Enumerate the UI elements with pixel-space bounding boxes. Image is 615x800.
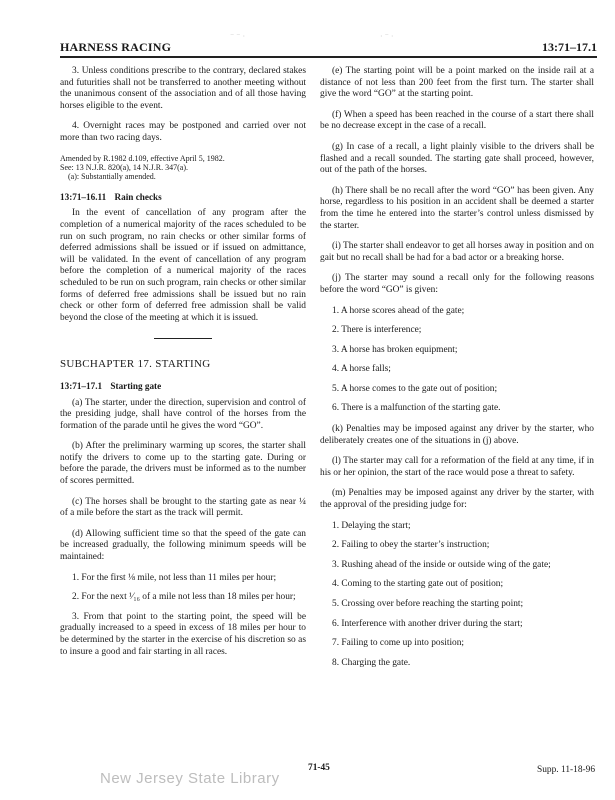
list-item: 6. Interference with another driver during the start; <box>332 618 523 629</box>
paragraph: (a) The starter, under the direction, supervision and control of the presiding judge, shall have control of the horses from the formation of the parade until he gives the word “GO”. <box>60 397 306 431</box>
left-column <box>60 66 306 667</box>
paragraph: (g) In case of a recall, a light plainly visible to the drivers shall be flashed and a recall sounded. The starting gate shall proceed, however, out of the path of the horses. <box>320 141 594 176</box>
list-item: 5. A horse comes to the gate out of position; <box>332 383 498 394</box>
speed-list <box>60 573 306 659</box>
list-item: 2. There is interference; <box>332 325 422 336</box>
amendment-line: See: 13 N.J.R. 820(a), 14 N.J.R. 347(a). <box>60 162 188 172</box>
paragraph: (j) The starter may sound a recall only for the following reasons before the word “GO” is given: <box>320 273 594 295</box>
header-section-number: 13:71–17.1 <box>542 40 597 54</box>
paragraph: 4. Overnight races may be postponed and carried over not more than two racing days. <box>60 121 306 143</box>
running-header <box>60 40 597 56</box>
list-item: 3. A horse has broken equipment; <box>332 344 458 355</box>
paragraph: (f) When a speed has been reached in the course of a start there shall be no decrease except in the case of a recall. <box>320 109 594 132</box>
list-item: 3. Rushing ahead of the inside or outside wing of the gate; <box>332 559 551 570</box>
paragraph: (h) There shall be no recall after the word “GO” has been given. Any horse, regardless to his position in an accident shall be deemed a starter from the time he entered into the starter’s control unless dismissed by the starter. <box>320 185 594 231</box>
page-number: 71-45 <box>308 763 330 773</box>
paragraph: (d) Allowing sufficient time so that the speed of the gate can be increased gradually, the following minimum speeds will be maintained: <box>60 528 306 563</box>
paragraph: In the event of cancellation of any program after the completion of a numerical majority of the races scheduled to be run on such program, no rain checks or other similar forms of deferred admissions shall be issued or if issued on admittance, will be validated. In the event of cancellation of any program before the completion of a numerical majority of the races scheduled to be run on such program, rain checks or other similar forms of deferred free admissions shall be issued but no rain check or other form of deferred free admission shall be valid beyond the close of the meeting at which it is issued. <box>60 208 306 323</box>
paragraph: (e) The starting point will be a point marked on the inside rail at a distance of not less than 200 feet from the first turn. The starter shall give the word “GO” at the starting point. <box>320 66 594 100</box>
subchapter-heading: SUBCHAPTER 17. STARTING <box>60 358 211 371</box>
list-item: 5. Crossing over before reaching the starting point; <box>332 599 524 609</box>
paragraph: 3. Unless conditions prescribe to the contrary, declared stakes and futurities shall not be transferred to another meeting without the unanimous consent of the association and of all those having horses eligible to the event. <box>60 66 306 111</box>
paragraph: (c) The horses shall be brought to the starting gate as near ¼ of a mile before the start as the track will permit. <box>60 496 306 519</box>
recall-reasons-list <box>320 306 594 416</box>
scan-mark: · ⁻ · <box>380 32 394 41</box>
header-rule <box>60 56 597 58</box>
section-heading <box>60 381 306 393</box>
list-item: 7. Failing to come up into position; <box>332 638 465 649</box>
section-number: 13:71–16.11 <box>60 191 107 202</box>
paragraph: (i) The starter shall endeavor to get all horses away in position and on gait but no recall shall be had for a bad actor or a breaking horse. <box>320 241 594 263</box>
amendment-line: Amended by R.1982 d.109, effective April 5, 1982. <box>60 153 225 163</box>
penalty-list <box>320 521 594 670</box>
scan-mark: ⁻ ⁻ · <box>230 32 246 41</box>
list-item: 2. For the next ¹⁄₁₆ of a mile not less than 18 miles per hour; <box>72 592 296 603</box>
list-item: 1. Delaying the start; <box>332 520 411 531</box>
list-item: 6. There is a malfunction of the starting gate. <box>332 403 501 414</box>
section-divider <box>154 338 212 339</box>
library-watermark: New Jersey State Library <box>100 770 280 787</box>
list-item: 1. A horse scores ahead of the gate; <box>332 305 465 316</box>
right-column <box>320 66 594 678</box>
section-title: Rain checks <box>114 191 162 202</box>
paragraph: (l) The starter may call for a reformation of the field at any time, if in his or her opinion, the start of the race would pose a threat to safety. <box>320 456 594 478</box>
list-item: 8. Charging the gate. <box>332 657 411 668</box>
section-number: 13:71–17.1 <box>60 380 103 391</box>
list-item: 3. From that point to the starting point, the speed will be gradually increased to a speed in excess of 18 miles per hour to be determined by the starter in the exercise of his discretion so as to insure a good and fair starting in all races. <box>60 611 306 657</box>
section-title: Starting gate <box>110 380 162 391</box>
paragraph: (b) After the preliminary warming up scores, the starter shall notify the drivers to come up to the starting gate. During or before the parade, the drivers must be informed as to the number of scores permitted. <box>60 441 306 487</box>
list-item: 1. For the first ⅛ mile, not less than 11 miles per hour; <box>72 572 277 583</box>
section-heading <box>60 192 306 204</box>
paragraph: (m) Penalties may be imposed against any driver by the starter, with the approval of the presiding judge for: <box>320 488 594 511</box>
amendment-line: (a): Substantially amended. <box>68 172 156 182</box>
amendment-note <box>60 154 306 182</box>
paragraph: (k) Penalties may be imposed against any driver by the starter, who deliberately creates one of the situations in (j) above. <box>320 424 594 446</box>
list-item: 4. A horse falls; <box>332 364 391 375</box>
list-item: 2. Failing to obey the starter’s instruction; <box>332 540 490 551</box>
list-item: 4. Coming to the starting gate out of position; <box>332 579 504 590</box>
supplement-date: Supp. 11-18-96 <box>537 765 595 775</box>
header-title: HARNESS RACING <box>60 40 172 54</box>
